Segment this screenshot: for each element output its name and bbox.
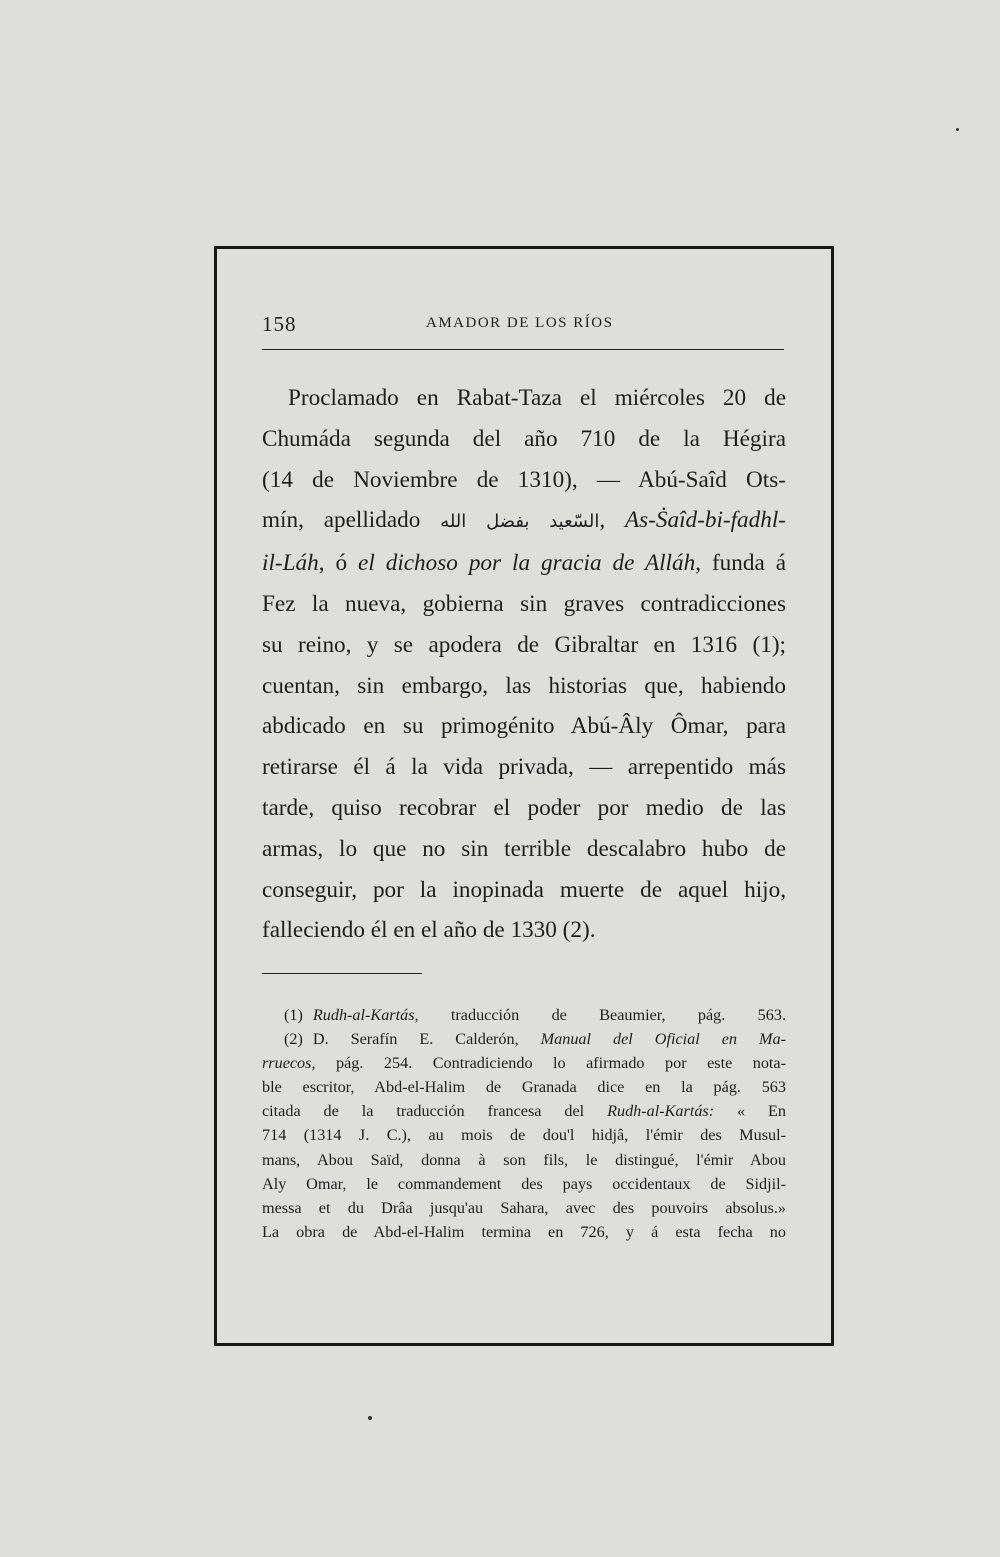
text-line: Proclamado en Rabat-Taza el miércoles 20 de bbox=[288, 385, 786, 411]
footnote-line: mans, Abou Saïd, donna à son fils, le distingué, l'émir Abou bbox=[262, 1150, 786, 1169]
page-number: 158 bbox=[262, 312, 297, 336]
paper-speck bbox=[368, 1416, 372, 1420]
text-segment: « En bbox=[737, 1102, 787, 1121]
text-segment: , ó bbox=[318, 550, 348, 577]
footnote-line: messa et du Drâa jusqu'au Sahara, avec des pouvoirs absolus.» bbox=[262, 1198, 786, 1217]
italic-segment: il-Láh bbox=[262, 550, 319, 577]
paper-speck bbox=[956, 128, 959, 131]
text-segment: mín, apellidado bbox=[262, 507, 421, 534]
main-paragraph bbox=[262, 378, 786, 951]
text-line: su reino, y se apodera de Gibraltar en 1316 (1); bbox=[262, 631, 786, 658]
footnote-line: ble escritor, Abd-el-Halim de Granada dice en la pág. 563 bbox=[262, 1078, 786, 1097]
footnote-rule bbox=[262, 973, 422, 974]
text-line: armas, lo que no sin terrible descalabro hubo de bbox=[262, 835, 786, 862]
page-header bbox=[262, 312, 784, 342]
text-segment: pág. 254. Contradiciendo lo afirmado por este nota- bbox=[336, 1054, 787, 1073]
text-segment: citada de la traducción francesa del bbox=[262, 1102, 585, 1121]
footnotes bbox=[262, 1003, 786, 1244]
text-line: (14 de Noviembre de 1310), — Abú-Saîd Ots- bbox=[262, 466, 786, 493]
text-line: retirarse él á la vida privada, — arrepentido más bbox=[262, 754, 786, 781]
italic-segment: Manual del Oficial en Ma- bbox=[540, 1030, 786, 1049]
italic-segment: Rudh-al-Kartás: bbox=[607, 1102, 715, 1121]
italic-segment: el dichoso por la gracia de Alláh bbox=[358, 550, 696, 577]
text-line: Chumáda segunda del año 710 de la Hégira bbox=[262, 425, 786, 452]
text-line bbox=[262, 543, 786, 584]
text-line: Fez la nueva, gobierna sin graves contradicciones bbox=[262, 590, 786, 617]
footnote-line bbox=[262, 1003, 786, 1027]
text-segment: D. Serafín E. Calderón, bbox=[312, 1030, 519, 1049]
footnote-line bbox=[262, 1027, 786, 1051]
text-line: abdicado en su primogénito Abú-Âly Ômar, para bbox=[262, 713, 786, 740]
text-line: cuentan, sin embargo, las historias que, habiendo bbox=[262, 672, 786, 699]
header-rule bbox=[262, 349, 784, 350]
footnote-line: La obra de Abd-el-Halim termina en 726, y á esta fecha no bbox=[262, 1222, 786, 1241]
arabic-epithet: السّعيد بفضل الله bbox=[440, 511, 600, 533]
text-segment: , bbox=[599, 507, 606, 534]
italic-segment: As-Ṡaîd-bi-fadhl- bbox=[625, 507, 786, 534]
text-line bbox=[262, 500, 786, 543]
running-head: AMADOR DE LOS RÍOS bbox=[426, 315, 614, 331]
footnote-line: Aly Omar, le commandement des pays occidentaux de Sidjil- bbox=[262, 1174, 786, 1193]
footnote-line bbox=[262, 1051, 786, 1075]
text-line: tarde, quiso recobrar el poder por medio de las bbox=[262, 794, 786, 821]
footnote-line bbox=[262, 1099, 786, 1123]
footnote-line: 714 (1314 J. C.), au mois de dou'l hidjâ, l'émir des Musul- bbox=[262, 1126, 786, 1145]
italic-segment: Rudh-al-Kartás, bbox=[312, 1006, 419, 1024]
footnote-number: (1) bbox=[284, 1006, 303, 1024]
text-segment: traducción de Beaumier, pág. 563. bbox=[450, 1006, 786, 1024]
text-segment: , funda á bbox=[695, 550, 787, 577]
footnote-number: (2) bbox=[284, 1030, 303, 1049]
italic-segment: rruecos, bbox=[262, 1054, 316, 1073]
text-line: conseguir, por la inopinada muerte de aquel hijo, bbox=[262, 876, 786, 903]
text-line: falleciendo él en el año de 1330 (2). bbox=[262, 917, 596, 944]
